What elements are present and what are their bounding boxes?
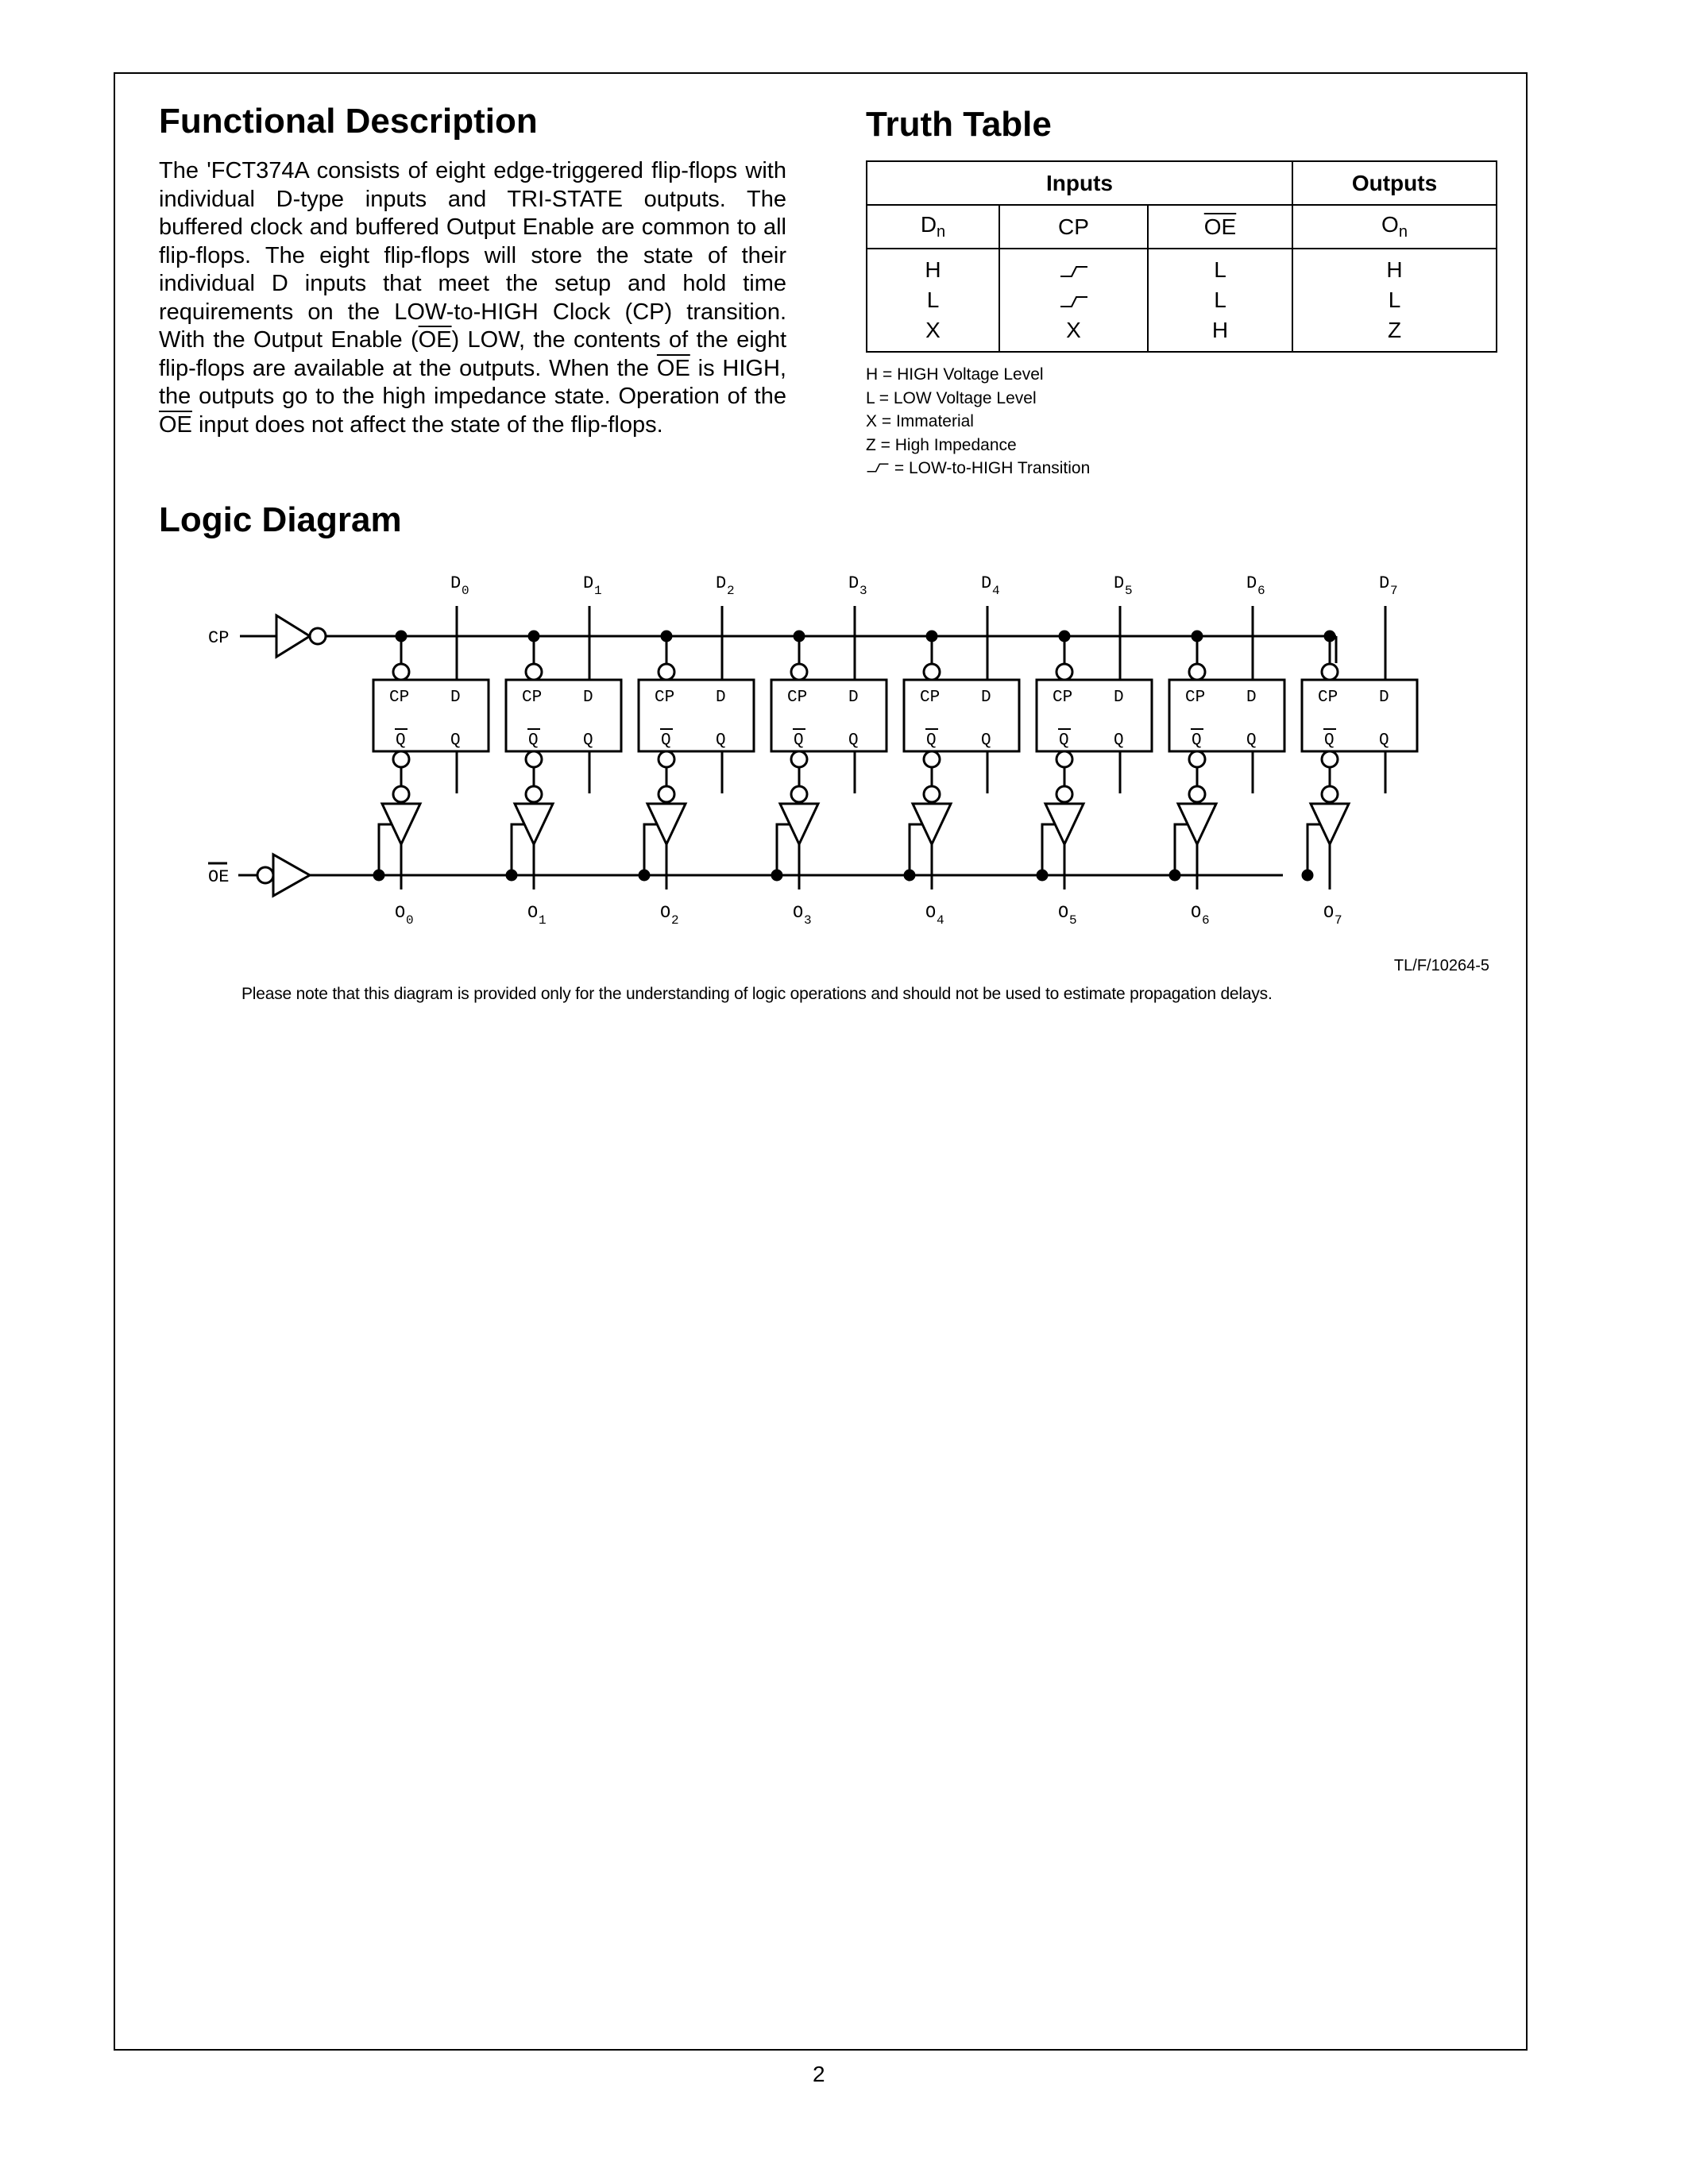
d-input-label: D [716,573,727,593]
diagram-note: Please note that this diagram is provided only for the understanding of logic operations and should not be used to estimate propagation delays. [241,985,1273,1003]
d-input-index: 0 [462,584,469,598]
legend-low: L = LOW Voltage Level [866,388,1037,407]
truth-table [866,160,1497,353]
ff-q-label: Q [583,731,593,750]
clock-inversion-bubble [393,664,409,680]
buffer-input-bubble [791,786,807,802]
ff-q-label: Q [1379,731,1389,750]
oe-enable-line [1308,824,1320,875]
truth-table-title: Truth Table [866,105,1052,144]
output-index: 1 [539,913,547,928]
qbar-bubble [659,751,674,767]
output-index: 4 [937,913,944,928]
qbar-bubble [1056,751,1072,767]
rising-edge-icon [1059,295,1089,309]
clock-inversion-bubble [659,664,674,680]
ff-qbar-label: Q [396,731,406,750]
d-input-index: 2 [727,584,735,598]
qbar-bubble [1189,751,1205,767]
dn-values: H L X [867,249,999,352]
buffer-input-bubble [1189,786,1205,802]
d-input-index: 6 [1257,584,1265,598]
ff-d-label: D [450,689,461,707]
cp-column-header: CP [999,205,1148,249]
ff-d-label: D [583,689,593,707]
d-input-index: 3 [859,584,867,598]
ff-cp-label: CP [522,689,543,707]
oe-junction-dot [639,870,649,880]
output-label: O [1323,903,1335,923]
oe-junction-dot [905,870,914,880]
oe-enable-line [910,824,922,875]
page-frame-bottom-rule [114,2049,1528,2051]
ff-d-label: D [1379,689,1389,707]
on-values: H L Z [1292,249,1497,352]
oe-enable-line [644,824,657,875]
output-label: O [1058,903,1069,923]
ff-cp-label: CP [787,689,808,707]
output-index: 5 [1069,913,1077,928]
output-index: 6 [1202,913,1210,928]
qbar-bubble [924,751,940,767]
clock-inversion-bubble [526,664,542,680]
output-label: O [1191,903,1202,923]
oe-input-label: OE [208,867,230,887]
legend-high: H = HIGH Voltage Level [866,365,1044,384]
oe-enable-line [777,824,790,875]
output-label: O [793,903,804,923]
output-index: 0 [406,913,414,928]
logic-diagram [191,568,1462,949]
ff-cp-label: CP [655,689,675,707]
outputs-header: Outputs [1292,161,1497,205]
clock-inversion-bubble [1322,664,1338,680]
ff-d-label: D [1246,689,1257,707]
d-input-label: D [848,573,859,593]
page-number: 2 [813,2062,825,2086]
oe-junction-dot [374,870,384,880]
buffer-input-bubble [1056,786,1072,802]
ff-d-label: D [1114,689,1124,707]
clock-inversion-bubble [1189,664,1205,680]
ff-q-label: Q [716,731,726,750]
truth-table-legend [866,363,1090,480]
dn-column-header: $D_n$ [867,205,999,249]
oe-buffer [273,855,310,896]
ff-q-label: Q [1114,731,1124,750]
ff-qbar-label: Q [926,731,937,750]
qbar-bubble [791,751,807,767]
figure-reference-code: TL/F/10264-5 [1393,957,1489,974]
inputs-header: Inputs [867,161,1292,205]
ff-qbar-label: Q [794,731,804,750]
ff-q-label: Q [1246,731,1257,750]
output-label: O [660,903,671,923]
qbar-bubble [1322,751,1338,767]
qbar-bubble [393,751,409,767]
qbar-bubble [526,751,542,767]
buffer-input-bubble [659,786,674,802]
output-label: O [395,903,406,923]
on-column-header: $O_n$ [1292,205,1497,249]
ff-d-label: D [848,689,859,707]
d-input-label: D [583,573,594,593]
functional-description-title: Functional Description [159,102,538,141]
clock-inversion-bubble [1056,664,1072,680]
ff-qbar-label: Q [1324,731,1335,750]
d-input-index: 4 [992,584,1000,598]
d-input-index: 7 [1390,584,1398,598]
rising-edge-icon [866,461,890,475]
ff-cp-label: CP [1185,689,1206,707]
oe-values: L L H [1148,249,1292,352]
ff-cp-label: CP [1318,689,1338,707]
output-index: 2 [671,913,679,928]
buffer-input-bubble [924,786,940,802]
output-index: 7 [1335,913,1342,928]
ff-cp-label: CP [920,689,941,707]
ff-cp-label: CP [1053,689,1073,707]
ff-q-label: Q [848,731,859,750]
legend-immaterial: X = Immaterial [866,412,974,430]
oe-enable-line [1042,824,1055,875]
d-input-label: D [1246,573,1257,593]
d-input-label: D [1379,573,1390,593]
output-index: 3 [804,913,812,928]
legend-transition: = LOW-to-HIGH Transition [866,457,1090,480]
cp-values: X [999,249,1148,352]
d-input-label: D [981,573,992,593]
ff-q-label: Q [450,731,461,750]
oe-column-header: $\overline{OE}$ [1148,205,1292,249]
buffer-input-bubble [1322,786,1338,802]
clock-inversion-bubble [924,664,940,680]
d-input-label: D [450,573,462,593]
output-label: O [925,903,937,923]
oe-junction-dot [1303,870,1312,880]
ff-q-label: Q [981,731,991,750]
oe-enable-line [379,824,392,875]
buffer-input-bubble [526,786,542,802]
oe-enable-line [512,824,524,875]
ff-cp-label: CP [389,689,410,707]
oe-enable-line [1175,824,1188,875]
rising-edge-icon [1059,264,1089,279]
ff-d-label: D [981,689,991,707]
oe-junction-dot [507,870,516,880]
oe-junction-dot [772,870,782,880]
legend-high-impedance: Z = High Impedance [866,435,1017,454]
clock-buffer [276,615,310,657]
oe-junction-dot [1170,870,1180,880]
d-input-label: D [1114,573,1125,593]
output-label: O [527,903,539,923]
logic-diagram-title: Logic Diagram [159,500,402,539]
cp-input-label: CP [208,628,230,648]
ff-qbar-label: Q [528,731,539,750]
clock-inversion-bubble [791,664,807,680]
oe-junction-dot [1037,870,1047,880]
ff-qbar-label: Q [1192,731,1202,750]
ff-qbar-label: Q [661,731,671,750]
buffer-input-bubble [393,786,409,802]
d-input-index: 5 [1125,584,1133,598]
d-input-index: 1 [594,584,602,598]
ff-d-label: D [716,689,726,707]
functional-description-text: The 'FCT374A consists of eight edge-triggered flip-flops with individual D-type inputs and TRI-STATE outputs. The buffered clock and buffered Output Enable are common to all flip-flops. The eight flip-flops will store the state of their individual D inputs that meet the setup and hold time requirements on the LOW-to-HIGH Clock (CP) transition. With the Output Enable $(\overline{OE})$ LOW, the contents of the eight flip-flops are available at the outputs. When the $\overline{OE}$ is HIGH, the outputs go to the high impedance state. Operation of the $\overline{OE}$ input does not affect the state of the flip-flops. [159,158,787,438]
ff-qbar-label: Q [1059,731,1069,750]
